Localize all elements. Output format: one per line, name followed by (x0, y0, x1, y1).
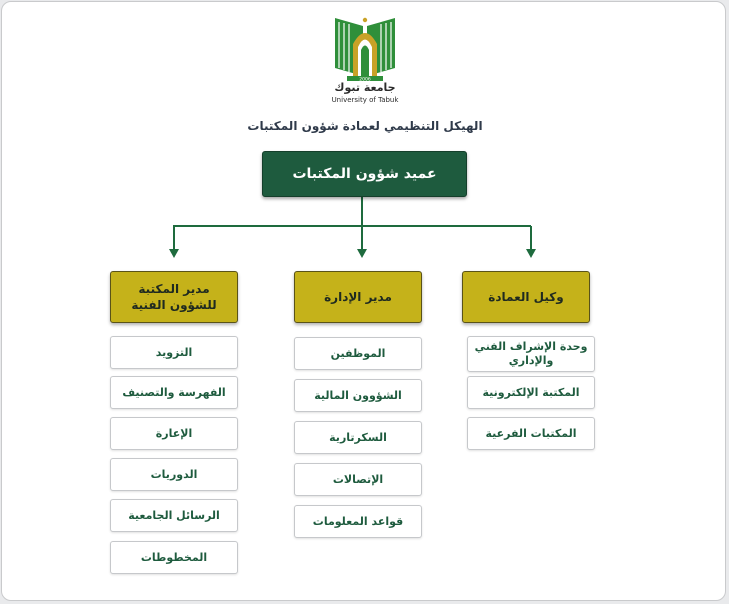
unit-staff: الموظفين (294, 337, 422, 370)
technical-director-line2: للشؤون الفنية (131, 298, 217, 312)
unit-communications: الإتصالات (294, 463, 422, 496)
unit-finance: الشؤوون المالية (294, 379, 422, 412)
unit-cataloging: الفهرسة والتصنيف (110, 376, 238, 409)
chart-title: الهيكل التنظيمي لعمادة شؤون المكتبات (247, 119, 483, 133)
unit-circulation: الإعارة (110, 417, 238, 450)
admin-director-box (294, 271, 422, 323)
unit-label-line1: وحدة الإشراف الفني (474, 340, 588, 353)
unit-manuscripts: المخطوطات (110, 541, 238, 574)
unit-label-line2: والإداري (508, 354, 554, 367)
unit-theses: الرسائل الجامعية (110, 499, 238, 532)
unit-periodicals: الدوريات (110, 458, 238, 491)
unit-databases: قواعد المعلومات (294, 505, 422, 538)
unit-technical-supervision (467, 336, 595, 372)
arrow-middle-icon (357, 249, 367, 258)
unit-acquisitions: التزويد (110, 336, 238, 369)
logo-arabic-name: جامعة تبوك (334, 81, 396, 94)
vice-dean-label: وكيل العمادة (488, 290, 564, 304)
unit-secretariat: السكرتارية (294, 421, 422, 454)
admin-director-label: مدير الإدارة (324, 290, 392, 304)
logo-english-name: University of Tabuk (331, 96, 399, 104)
technical-director-line1: مدير المكتبة (138, 282, 210, 296)
dean-box: عميد شؤون المكتبات (262, 151, 467, 197)
arrow-left-icon (169, 249, 179, 258)
technical-director-box (110, 271, 238, 323)
unit-electronic-library: المكتبة الإلكترونية (467, 376, 595, 409)
unit-branch-libraries: المكتبات الفرعية (467, 417, 595, 450)
arrow-right-icon (526, 249, 536, 258)
logo-year: 2006 (359, 77, 371, 82)
vice-dean-box (462, 271, 590, 323)
